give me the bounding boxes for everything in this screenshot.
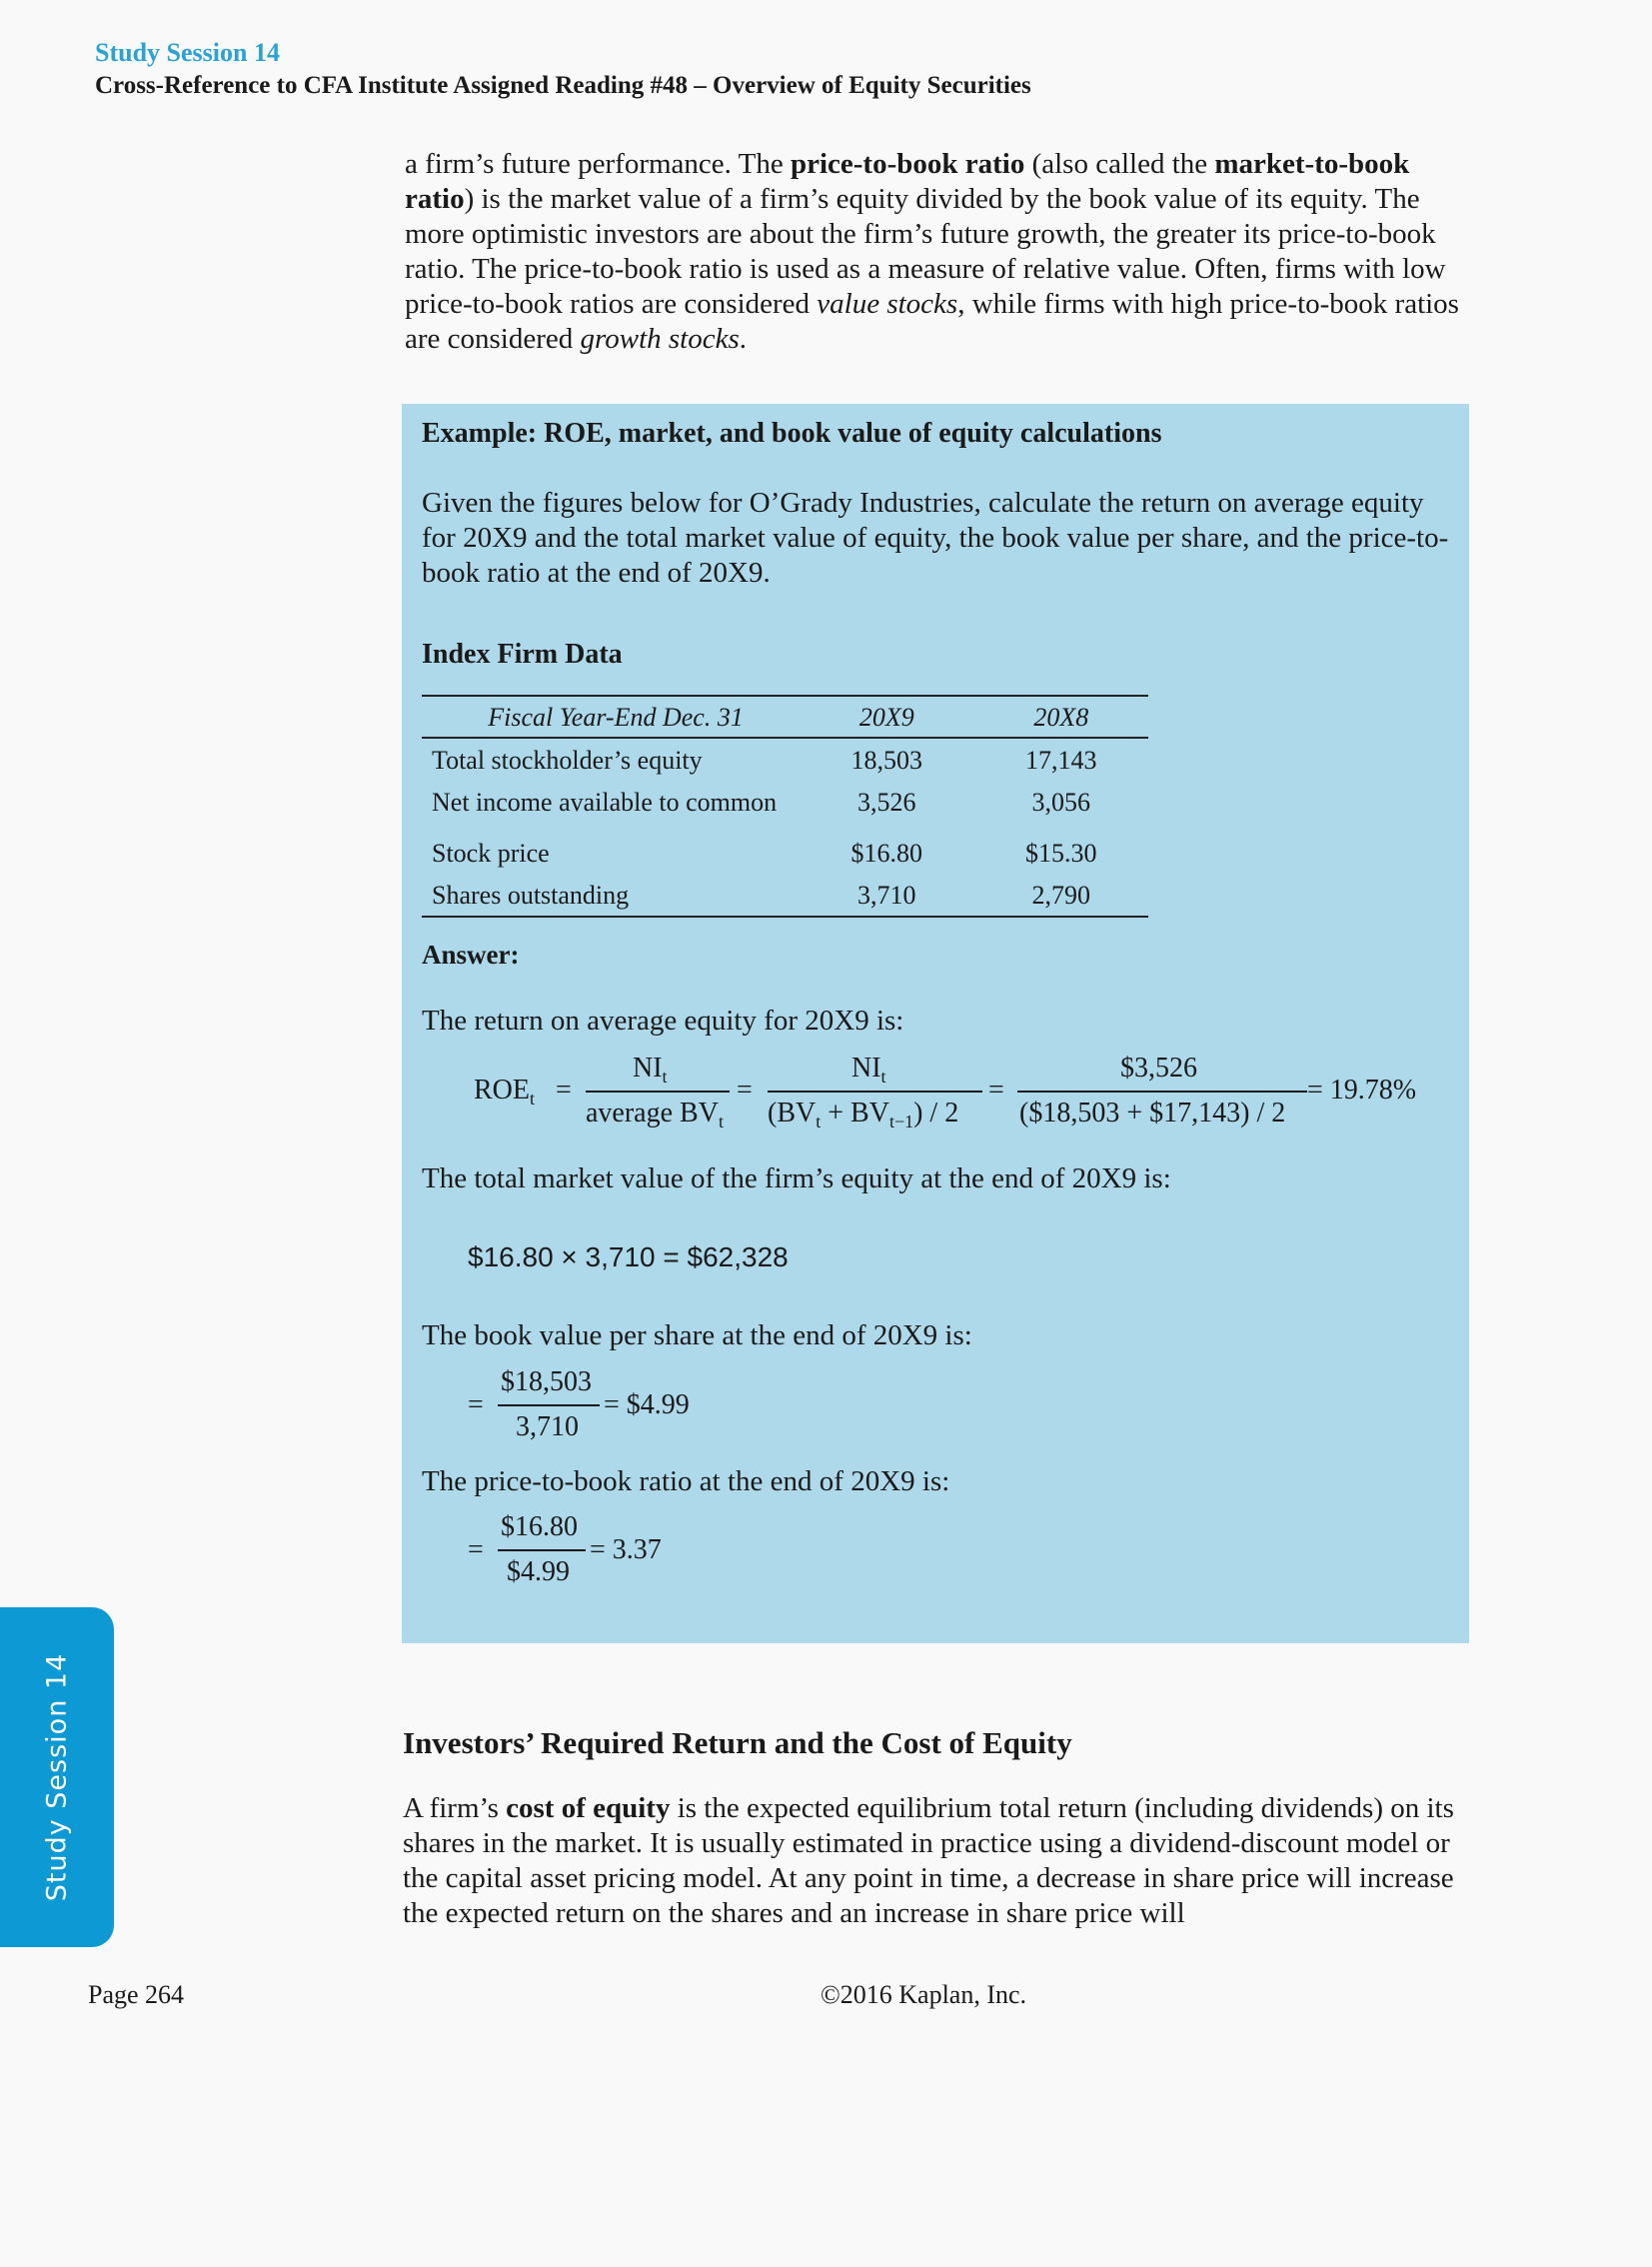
table-row <box>422 781 1148 823</box>
table-row <box>422 823 1148 874</box>
table-cell: Total stockholder’s equity <box>432 746 703 775</box>
study-session-label: Study Session 14 <box>95 38 280 67</box>
table-cell: 18,503 <box>850 746 923 775</box>
roe-intro: The return on average equity for 20X9 is: <box>422 1005 904 1037</box>
table-cell: $16.80 <box>850 839 923 868</box>
table-row <box>422 874 1148 917</box>
fraction-numerator: $18,503 <box>501 1366 592 1397</box>
price-to-book-result: = 3.37 <box>590 1534 662 1565</box>
table-header: Fiscal Year-End Dec. 31 <box>488 703 744 732</box>
market-value-intro: The total market value of the firm’s equity at the end of 20X9 is: <box>422 1162 1171 1194</box>
fraction-denominator: $(BV_t + BV_{t-1}) / 2$ <box>768 1098 959 1132</box>
table-header-row <box>422 696 1148 738</box>
fraction-denominator: 3,710 <box>516 1411 579 1442</box>
intro-paragraph: a firm’s future performance. The price-to-book ratio (also called the market-to-book ratio) is the market value of a firm’s equity divided by the book value of its equity. The more optimistic investors are about the firm’s future growth, the greater its price-to-book ratio. The price-to-book ratio is used as a measure of relative value. Often, firms with low price-to-book ratios are considered value stocks, while firms with high price-to-book ratios are considered growth stocks. <box>405 148 1459 355</box>
table-cell: 3,056 <box>1031 788 1090 817</box>
roe-lhs: $ROE_t$ <box>474 1075 536 1109</box>
section-paragraph: A firm’s cost of equity is the expected equilibrium total return (including dividends) on its shares in the market. It is usually estimated in practice using a dividend-discount model or the capital asset pricing model. At any point in time, a decrease in share price will increase the expected return on the shares and an increase in share price will <box>403 1792 1454 1929</box>
table-title: Index Firm Data <box>422 639 623 670</box>
table-row <box>422 738 1148 781</box>
section-heading: Investors’ Required Return and the Cost of Equity <box>403 1725 1072 1760</box>
cross-reference-title: Cross-Reference to CFA Institute Assigned Reading #48 – Overview of Equity Securities <box>95 72 1031 99</box>
equals-sign: = <box>737 1075 753 1106</box>
fraction-bar <box>1017 1091 1307 1093</box>
fraction-denominator: average $BV_t$ <box>586 1098 724 1132</box>
page-number: Page 264 <box>88 1980 185 2009</box>
fraction-numerator: $3,526 <box>1120 1053 1197 1084</box>
fraction-denominator: $4.99 <box>507 1556 570 1587</box>
fraction-bar <box>586 1091 730 1093</box>
side-tab-label: Study Session 14 <box>41 1652 73 1902</box>
fraction-bar <box>498 1549 586 1551</box>
price-to-book-intro: The price-to-book ratio at the end of 20X9 is: <box>422 1465 950 1497</box>
study-session-side-tab <box>0 1607 114 1947</box>
table-header: 20X9 <box>858 703 914 732</box>
book-value-intro: The book value per share at the end of 20X9 is: <box>422 1319 972 1351</box>
table-cell: $15.30 <box>1025 839 1097 868</box>
example-title: Example: ROE, market, and book value of equity calculations <box>422 418 1162 449</box>
roe-result: = 19.78% <box>1307 1075 1417 1106</box>
table-cell: Stock price <box>432 839 550 868</box>
table-cell: Net income available to common <box>432 788 778 817</box>
fraction-denominator: ($18,503 + $17,143) / 2 <box>1019 1098 1286 1129</box>
fraction-numerator: $16.80 <box>501 1511 578 1542</box>
market-value-calculation: $16.80 × 3,710 = $62,328 <box>468 1241 789 1272</box>
book-value-result: = $4.99 <box>604 1389 690 1420</box>
firm-data-table <box>422 695 1148 918</box>
fraction-bar <box>498 1404 600 1406</box>
fraction-bar <box>768 1091 982 1093</box>
fraction-numerator: $NI_t$ <box>851 1053 886 1087</box>
table-cell: 3,710 <box>857 881 916 910</box>
equals-sign: = <box>556 1075 572 1106</box>
table-cell: 3,526 <box>857 788 916 817</box>
fraction-numerator: $NI_t$ <box>633 1053 668 1087</box>
table-cell: 17,143 <box>1025 746 1097 775</box>
table-header: 20X8 <box>1033 703 1089 732</box>
equals-sign: = <box>468 1534 484 1565</box>
table-cell: Shares outstanding <box>432 881 630 910</box>
equals-sign: = <box>988 1075 1004 1106</box>
copyright: ©2016 Kaplan, Inc. <box>821 1980 1027 2009</box>
answer-label: Answer: <box>422 940 520 970</box>
equals-sign: = <box>468 1389 484 1420</box>
example-question: Given the figures below for O’Grady Industries, calculate the return on average equity for 20X9 and the total market value of equity, the book value per share, and the price-to-book ratio at the end of 20X9. <box>422 487 1449 589</box>
table-cell: 2,790 <box>1031 881 1090 910</box>
